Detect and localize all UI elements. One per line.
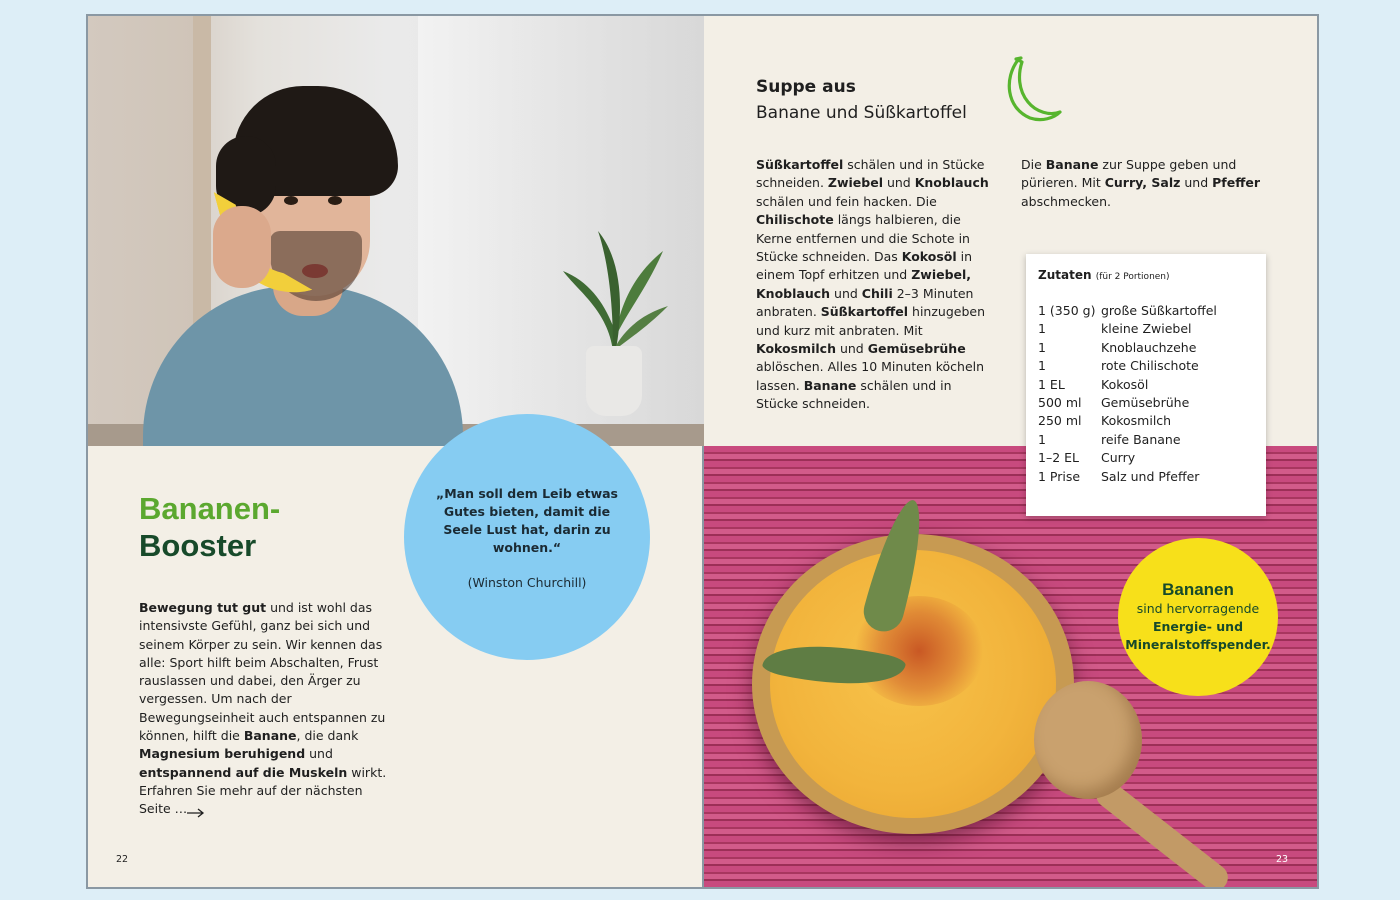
photo-man-banana-phone [88,16,704,446]
headline [139,490,280,564]
ingredient-row [1038,376,1217,394]
callout-text: sind hervorragende Energie- und Mineralstoffspender. [1125,601,1271,652]
headline-line2: Booster [139,528,257,563]
ingredient-row [1038,468,1217,486]
ingredients-subtitle: (für 2 Portionen) [1095,272,1170,282]
recipe-title-line1: Suppe aus [756,77,856,97]
ingredient-row [1038,320,1217,338]
ingredient-name: kleine Zwiebel [1101,321,1192,337]
ingredient-qty: 1 [1038,339,1046,355]
banana-icon [1000,56,1064,126]
ingredient-name: große Süßkartoffel [1101,303,1217,318]
ingredient-qty: 500 ml [1038,395,1082,411]
ingredient-qty: 1 [1038,431,1046,447]
book-spread [86,14,1319,889]
page-number-left: 22 [116,854,129,865]
right-page [704,16,1319,887]
page-number-right: 23 [1276,854,1289,865]
ingredients-title: Zutaten (für 2 Portionen) [1038,268,1170,282]
recipe-title [756,74,967,126]
callout-title: Bananen [1162,580,1234,599]
ingredient-row [1038,412,1217,430]
ingredient-row [1038,394,1217,412]
left-page [88,16,704,887]
ingredient-qty: 1–2 EL [1038,450,1079,466]
headline-line1: Bananen- [139,491,281,526]
recipe-title-line2: Banane und Süßkartoffel [756,103,967,123]
ingredient-name: reife Banane [1101,431,1181,447]
ingredient-name: Curry [1101,450,1136,466]
ingredient-row [1038,339,1217,357]
callout-circle [1118,538,1278,696]
recipe-steps-col1: Süßkartoffel schälen und in Stücke schneiden. Zwiebel und Knoblauch schälen und fein hacken. Die Chilischote längs halbieren, die Kerne entfernen und die Schote in Stücke schneiden. Das Kokosöl in einem Topf erhitzen und Zwiebel, Knoblauch und Chili 2–3 Minuten anbraten. Süßkartoffel hinzugeben und kurz mit anbraten. Mit Kokosmilch und Gemüsebrühe ablöschen. Alles 10 Minuten köcheln lassen. Banane schälen und in Stücke schneiden. [756,157,989,412]
ingredient-row [1038,357,1217,375]
ingredient-qty: 1 [1038,321,1046,337]
ingredient-name: rote Chilischote [1101,358,1199,374]
ingredient-name: Kokosöl [1101,376,1149,392]
intro-paragraph: Bewegung tut gut und ist wohl das intensivste Gefühl, ganz bei sich und seinem Körper zu sein. Wir kennen das alle: Sport hilft beim Abschalten, Frust rauslassen und dabei, den Ärger zu vergessen. Um nach der Bewegungseinheit auch entspannen zu können, hilft die Banane, die dank Magnesium beruhigend und entspannend auf die Muskeln wirkt. Erfahren Sie mehr auf der nächsten Seite … [139,600,387,817]
arrow-right-icon [187,805,205,815]
quote-text: „Man soll dem Leib etwas Gutes bieten, damit die Seele Lust hat, darin zu wohnen.“ [436,485,618,555]
ingredient-qty: 1 (350 g) [1038,303,1096,318]
ingredient-qty: 1 EL [1038,376,1065,392]
ingredient-row [1038,449,1217,467]
quote-author: (Winston Churchill) [467,574,587,590]
ingredient-name: Knoblauchzehe [1101,339,1197,355]
ingredient-qty: 1 [1038,358,1046,374]
ingredient-qty: 250 ml [1038,413,1082,429]
ingredients-table [1038,302,1217,486]
ingredient-row [1038,302,1217,320]
recipe-steps-col2: Die Banane zur Suppe geben und pürieren. Mit Curry, Salz und Pfeffer abschmecken. [1021,157,1260,209]
ingredient-name: Gemüsebrühe [1101,395,1190,411]
ingredient-name: Kokosmilch [1101,413,1172,429]
ingredient-qty: 1 Prise [1038,468,1081,484]
ingredient-row [1038,431,1217,449]
quote-circle [404,414,650,660]
ingredients-box [1026,254,1266,516]
ingredient-name: Salz und Pfeffer [1101,468,1200,484]
